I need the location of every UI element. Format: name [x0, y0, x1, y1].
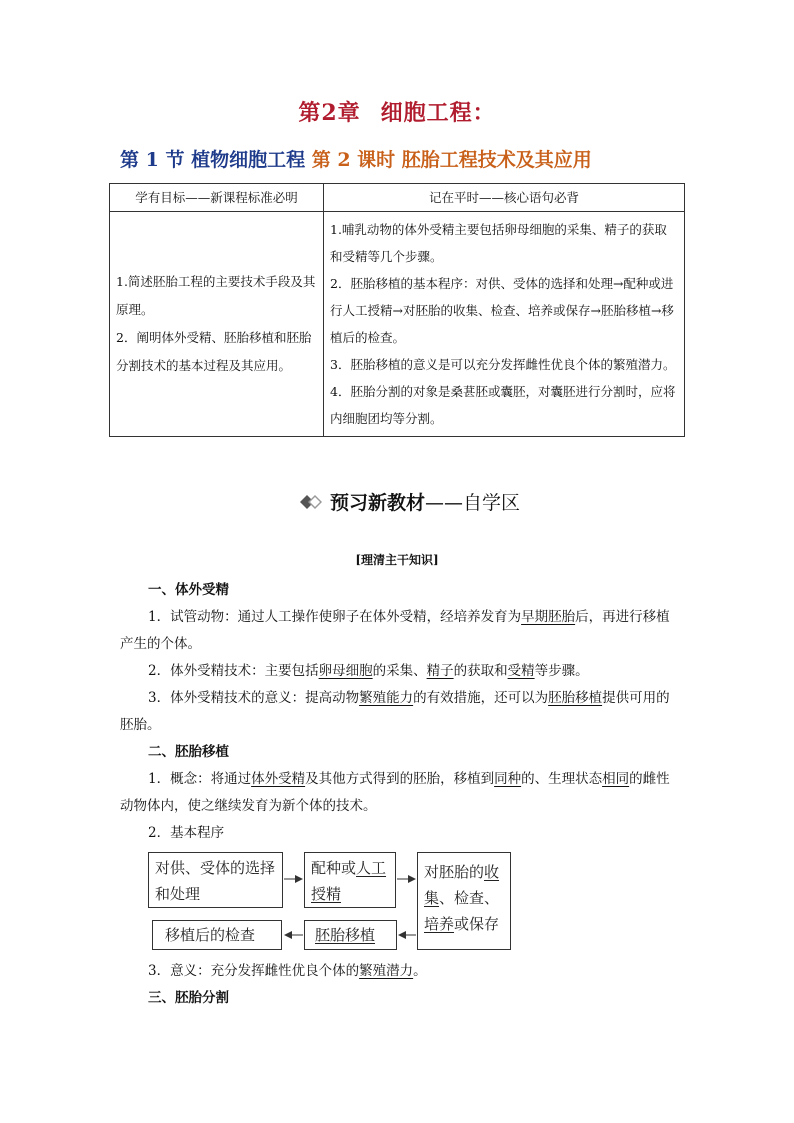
blank-answer: 相同 — [602, 771, 630, 787]
blank-answer: 繁殖能力 — [359, 690, 414, 706]
blank-answer: 同种 — [494, 771, 522, 787]
paragraph-significance: 3．意义：充分发挥雌性优良个体的繁殖潜力。 — [148, 963, 427, 979]
paragraph-concept: 1．概念：将通过体外受精及其他方式得到的胚胎，移植到同种的、生理状态相同的雌性动物体内，使之继续发育为新个体的技术。 — [120, 771, 670, 814]
flow-box-insemination: 配种或人工授精 — [304, 852, 396, 908]
paragraph-test-tube-animal: 1．试管动物：通过人工操作使卵子在体外受精，经培养发育为早期胚胎后，再进行移植产生的个体。 — [120, 609, 670, 652]
flow-box-embryo-collection: 对胚胎的收集、检查、培养或保存 — [417, 852, 511, 950]
chapter-number: 第2章 — [298, 100, 361, 126]
paragraph-basic-procedure: 2．基本程序 — [148, 825, 225, 841]
heading-embryo-splitting: 三、胚胎分割 — [148, 990, 229, 1006]
section-tag: [理清主干知识] — [355, 553, 439, 567]
blank-answer: 受精 — [507, 663, 535, 679]
key-sentence: 1.哺乳动物的体外受精主要包括卵母细胞的采集、精子的获取和受精等几个步骤。 — [330, 222, 667, 264]
lesson-period: 第 2 课时 胚胎工程技术及其应用 — [311, 149, 592, 171]
flow-box-post-check: 移植后的检查 — [152, 920, 282, 950]
paragraph-ivf-technique: 2．体外受精技术：主要包括卵母细胞的采集、精子的获取和受精等步骤。 — [148, 663, 589, 679]
blank-answer: 卵母细胞 — [318, 663, 373, 679]
heading-embryo-transfer: 二、胚胎移植 — [148, 744, 229, 760]
blank-answer: 精子 — [426, 663, 454, 679]
blank-answer: 收集 — [424, 863, 500, 907]
blank-answer: 早期胚胎 — [521, 609, 576, 625]
blank-answer: 培养 — [424, 915, 455, 933]
banner-main: 预习新教材 — [330, 492, 426, 514]
key-sentence: 3．胚胎移植的意义是可以充分发挥雌性优良个体的繁殖潜力。 — [330, 357, 676, 372]
flow-box-selection: 对供、受体的选择和处理 — [148, 852, 283, 908]
key-sentence: 2．胚胎移植的基本程序：对供、受体的选择和处理→配种或进行人工授精→对胚胎的收集、检查、培养或保存→胚胎移植→移植后的检查。 — [330, 276, 674, 345]
blank-answer: 胚胎移植 — [548, 690, 603, 706]
blank-answer: 胚胎移植 — [315, 926, 376, 944]
lesson-section: 第 1 节 植物细胞工程 — [120, 149, 306, 171]
goals-left-header: 学有目标——新课程标准必明 — [110, 184, 324, 212]
blank-answer: 体外受精 — [251, 771, 306, 787]
blank-answer: 人工授精 — [311, 859, 387, 903]
chapter-name: 细胞工程： — [380, 100, 496, 126]
key-sentence: 4．胚胎分割的对象是桑葚胚或囊胚，对囊胚进行分割时，应将内细胞团均等分割。 — [330, 384, 676, 426]
banner-sub: ——自学区 — [425, 492, 521, 514]
goals-right-header: 记在平时——核心语句必背 — [324, 184, 685, 212]
goal-item: 2．阐明体外受精、胚胎移植和胚胎分割技术的基本过程及其应用。 — [116, 330, 312, 373]
paragraph-ivf-significance: 3．体外受精技术的意义：提高动物繁殖能力的有效措施，还可以为胚胎移植提供可用的胚胎。 — [120, 690, 670, 733]
goal-item: 1.简述胚胎工程的主要技术手段及其原理。 — [116, 274, 316, 317]
blank-answer: 繁殖潜力 — [359, 963, 414, 979]
heading-in-vitro-fertilization: 一、体外受精 — [148, 582, 229, 598]
